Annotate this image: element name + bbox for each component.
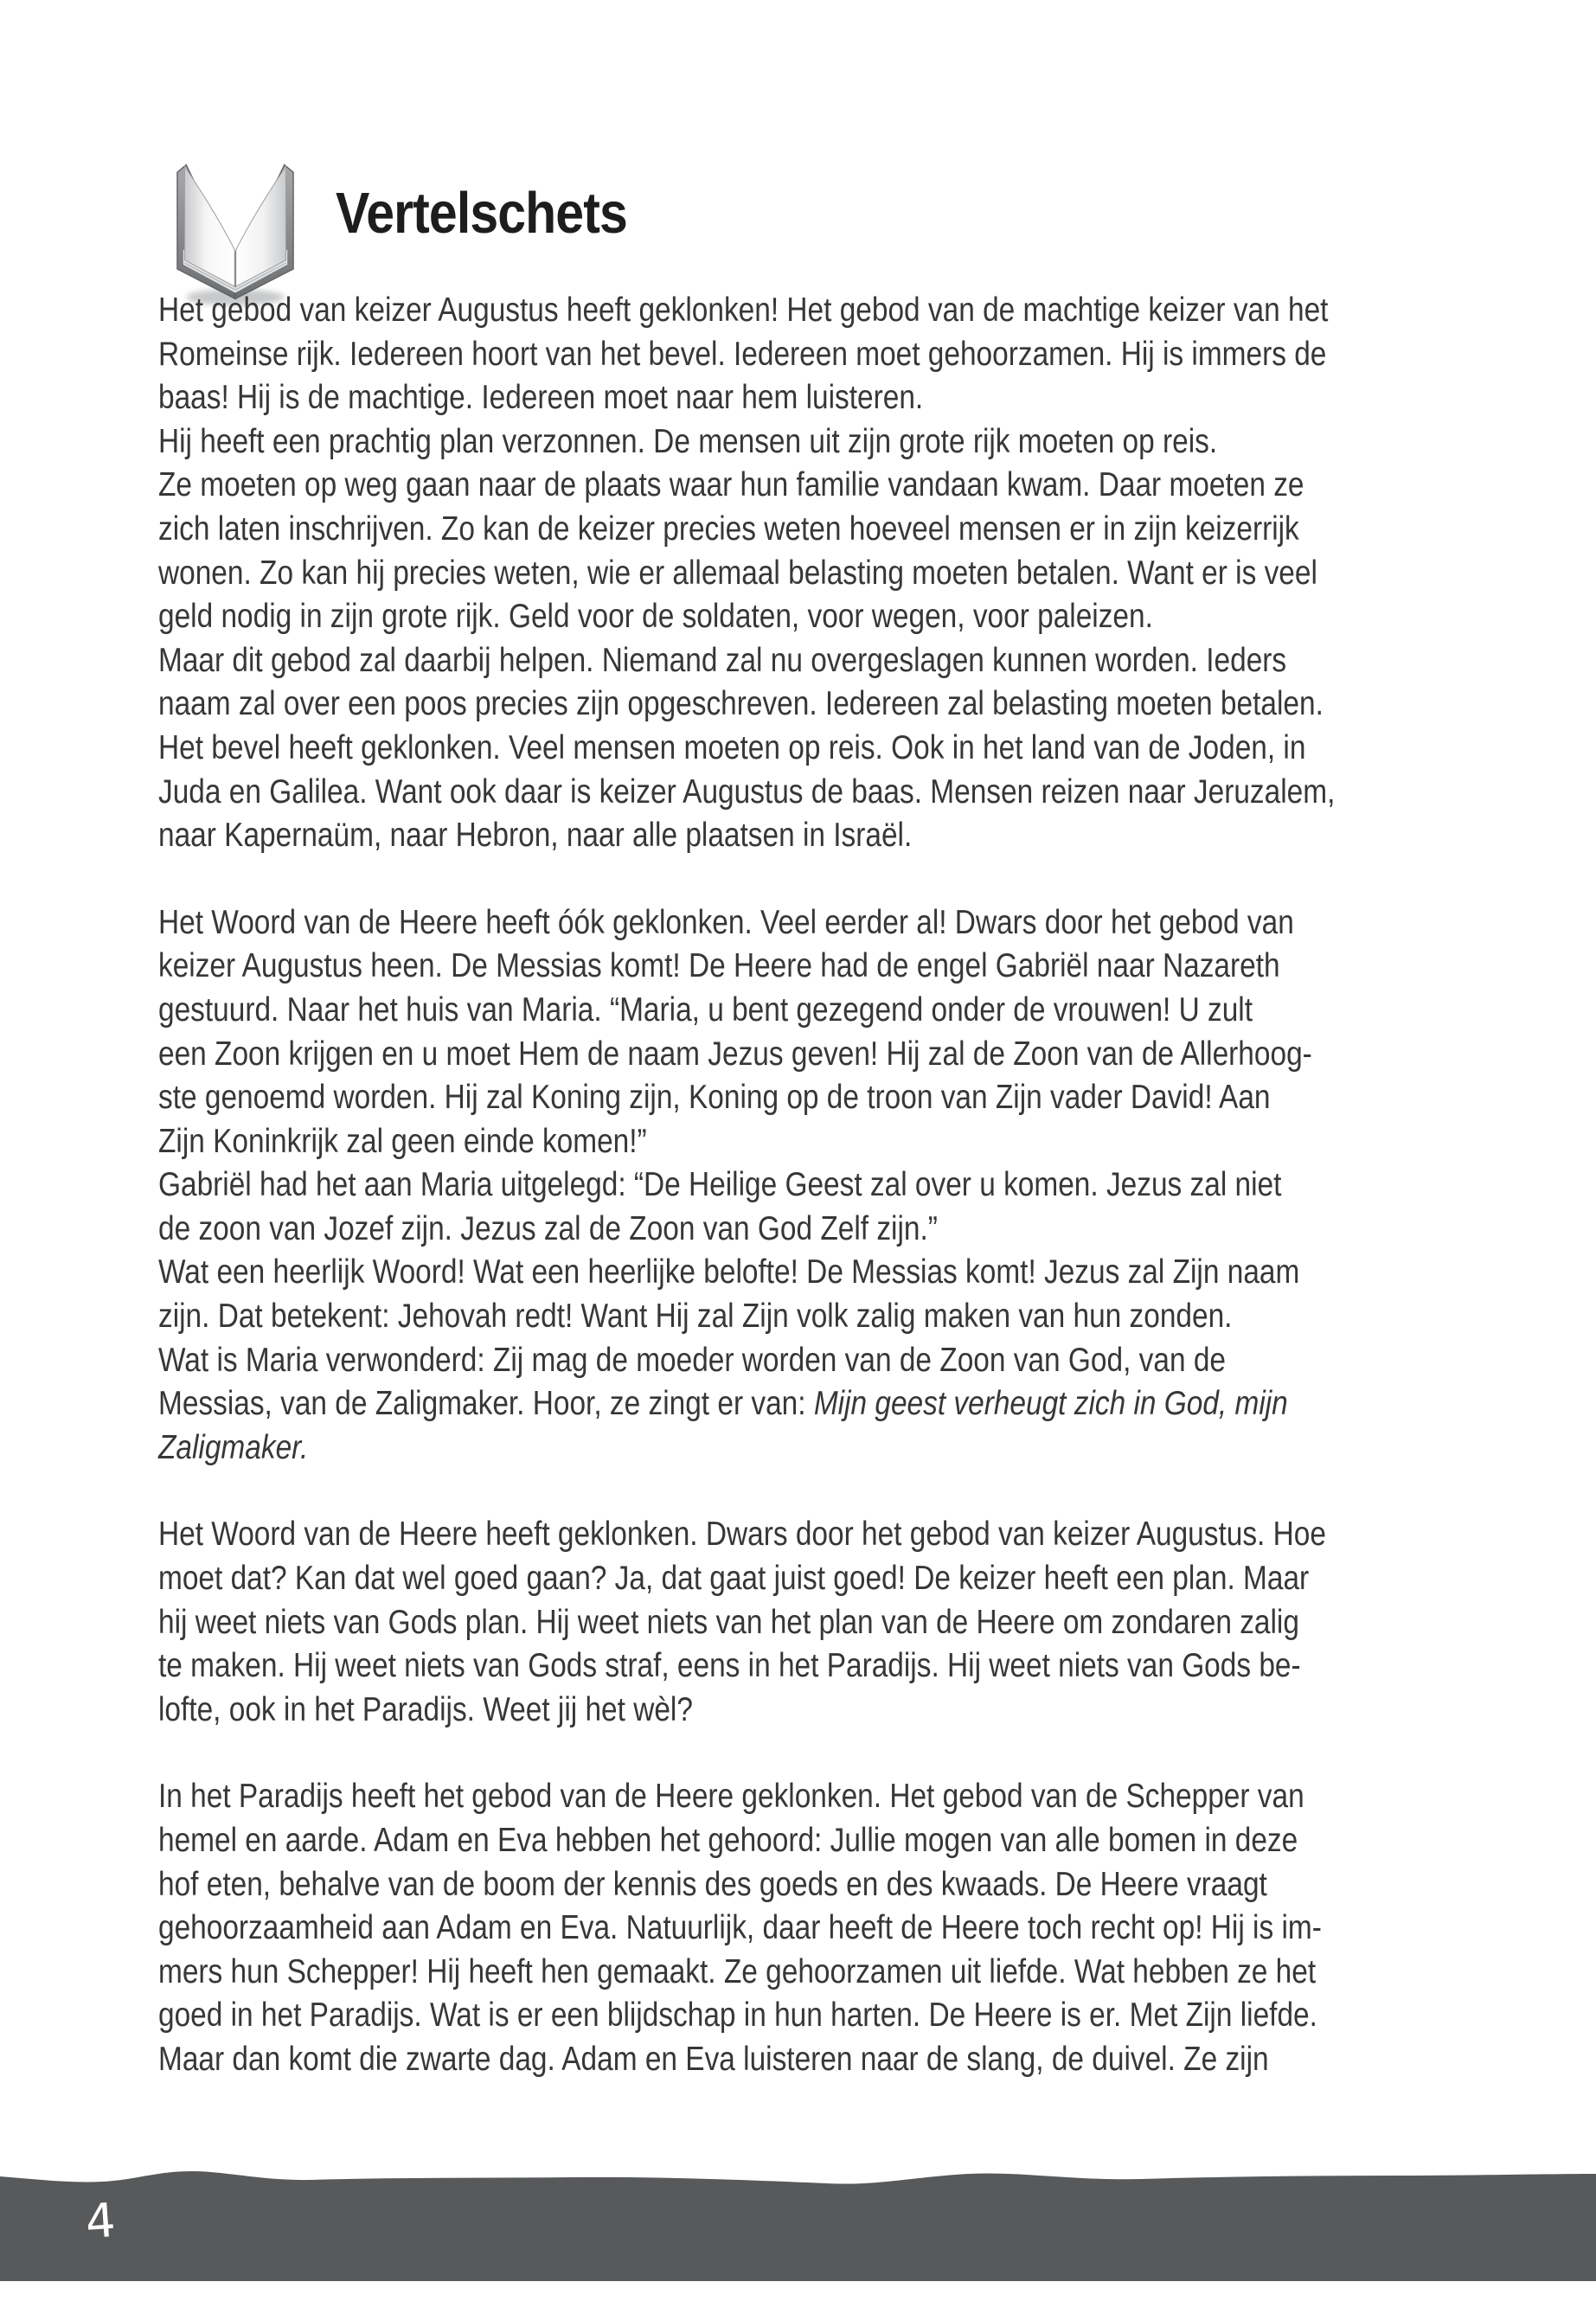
text-line [158, 464, 1444, 508]
footer-wave-shape [0, 2171, 1596, 2281]
paragraph [158, 1775, 1444, 2081]
body-text [158, 289, 1444, 2082]
text-line [158, 1689, 1444, 1733]
text-line [158, 683, 1444, 727]
text-segment: hof eten, behalve van de boom der kennis des goeds en des kwaads. De Heere vraagt [158, 1865, 1267, 1903]
text-segment: keizer Augustus heen. De Messias komt! De Heere had de engel Gabriël naar Nazareth [158, 947, 1280, 985]
text-segment: Romeinse rijk. Iedereen hoort van het bevel. Iedereen moet gehoorzamen. Hij is immers de [158, 335, 1327, 373]
text-segment: een Zoon krijgen en u moet Hem de naam Jezus geven! Hij zal de Zoon van de Allerhoog- [158, 1035, 1312, 1073]
text-line [158, 901, 1444, 945]
text-line [158, 771, 1444, 815]
text-line [158, 1076, 1444, 1120]
text-segment: lofte, ook in het Paradijs. Weet jij het wèl? [158, 1690, 693, 1728]
text-line [158, 1601, 1444, 1645]
text-line [158, 1120, 1444, 1164]
text-segment: Maar dan komt die zwarte dag. Adam en Eva luisteren naar de slang, de duivel. Ze zijn [158, 2040, 1269, 2078]
text-segment: Het Woord van de Heere heeft geklonken. Dwars door het gebod van keizer Augustus. Hoe [158, 1516, 1326, 1554]
text-line [158, 595, 1444, 639]
text-segment: naar Kapernaüm, naar Hebron, naar alle plaatsen in Israël. [158, 817, 913, 855]
open-book-icon [161, 156, 310, 308]
page-number: 4 [83, 2192, 118, 2250]
text-line [158, 814, 1444, 858]
text-line [158, 1513, 1444, 1557]
text-segment: Gabriël had het aan Maria uitgelegd: “De Heilige Geest zal over u komen. Jezus zal niet [158, 1166, 1282, 1204]
text-segment: Maar dit gebod zal daarbij helpen. Niemand zal nu overgeslagen kunnen worden. Ieders [158, 641, 1287, 679]
text-line [158, 1951, 1444, 1995]
text-line [158, 420, 1444, 465]
text-line [158, 1775, 1444, 1819]
text-line [158, 945, 1444, 989]
text-line [158, 2038, 1444, 2082]
text-segment: Juda en Galilea. Want ook daar is keizer Augustus de baas. Mensen reizen naar Jeruzalem, [158, 772, 1336, 811]
text-line [158, 1163, 1444, 1208]
text-line [158, 333, 1444, 377]
text-line [158, 508, 1444, 552]
text-line [158, 1907, 1444, 1951]
text-line [158, 1557, 1444, 1601]
text-line [158, 989, 1444, 1033]
text-segment: Wat is Maria verwonderd: Zij mag de moeder worden van de Zoon van God, van de [158, 1341, 1226, 1379]
text-segment: Ze moeten op weg gaan naar de plaats waar hun familie vandaan kwam. Daar moeten ze [158, 466, 1304, 504]
page-title: Vertelschets [336, 181, 627, 246]
text-line [158, 289, 1444, 333]
text-line [158, 727, 1444, 771]
text-line [158, 1644, 1444, 1689]
footer-band [0, 2163, 1596, 2301]
text-segment: hemel en aarde. Adam en Eva hebben het gehoord: Jullie mogen van alle bomen in deze [158, 1822, 1298, 1859]
text-line [158, 1863, 1444, 1907]
paragraph [158, 1513, 1444, 1732]
text-segment: naam zal over een poos precies zijn opgeschreven. Iedereen zal belasting moeten betalen. [158, 685, 1324, 723]
text-segment: Het bevel heeft geklonken. Veel mensen moeten op reis. Ook in het land van de Joden, in [158, 728, 1306, 766]
text-segment: gestuurd. Naar het huis van Maria. “Maria, u bent gezegend onder de vrouwen! U zult [158, 990, 1253, 1029]
text-segment: Hij heeft een prachtig plan verzonnen. De mensen uit zijn grote rijk moeten op reis. [158, 422, 1218, 460]
text-line [158, 1426, 1444, 1471]
paragraph [158, 289, 1444, 858]
text-segment: Zijn Koninkrijk zal geen einde komen!” [158, 1122, 647, 1160]
text-line [158, 1208, 1444, 1252]
text-line [158, 1382, 1444, 1426]
text-segment: te maken. Hij weet niets van Gods straf, eens in het Paradijs. Hij weet niets van Gods be- [158, 1647, 1301, 1685]
text-line [158, 1819, 1444, 1863]
text-segment-italic: Mijn geest verheugt zich in God, mijn [813, 1385, 1288, 1423]
text-segment: wonen. Zo kan hij precies weten, wie er allemaal belasting moeten betalen. Want er is veel [158, 554, 1317, 592]
text-segment: zijn. Dat betekent: Jehovah redt! Want Hij zal Zijn volk zalig maken van hun zonden. [158, 1298, 1233, 1336]
paragraph [158, 901, 1444, 1471]
text-segment: mers hun Schepper! Hij heeft hen gemaakt. Ze gehoorzamen uit liefde. Wat hebben ze het [158, 1952, 1317, 1990]
text-segment: baas! Hij is de machtige. Iedereen moet naar hem luisteren. [158, 379, 924, 417]
text-line [158, 552, 1444, 596]
text-segment-italic: Zaligmaker. [158, 1428, 309, 1466]
text-segment: Wat een heerlijk Woord! Wat een heerlijke belofte! De Messias komt! Jezus zal Zijn naam [158, 1253, 1300, 1292]
text-line [158, 1295, 1444, 1339]
text-line [158, 1994, 1444, 2038]
text-segment: moet dat? Kan dat wel goed gaan? Ja, dat gaat juist goed! De keizer heeft een plan. Maar [158, 1560, 1310, 1598]
text-segment: Het gebod van keizer Augustus heeft geklonken! Het gebod van de machtige keizer van het [158, 292, 1329, 329]
text-segment: goed in het Paradijs. Wat is er een blijdschap in hun harten. De Heere is er. Met Zijn liefde. [158, 1997, 1317, 2035]
text-line [158, 1033, 1444, 1077]
text-line [158, 1339, 1444, 1383]
text-line [158, 376, 1444, 420]
text-line [158, 1251, 1444, 1295]
text-segment: gehoorzaamheid aan Adam en Eva. Natuurlijk, daar heeft de Heere toch recht op! Hij is im- [158, 1909, 1322, 1947]
text-segment: ste genoemd worden. Hij zal Koning zijn, Koning op de troon van Zijn vader David! Aan [158, 1079, 1271, 1117]
text-segment: Messias, van de Zaligmaker. Hoor, ze zingt er van: [158, 1385, 814, 1423]
text-segment: Het Woord van de Heere heeft óók geklonken. Veel eerder al! Dwars door het gebod van [158, 903, 1294, 941]
text-segment: In het Paradijs heeft het gebod van de Heere geklonken. Het gebod van de Schepper van [158, 1778, 1304, 1816]
text-line [158, 639, 1444, 683]
text-segment: geld nodig in zijn grote rijk. Geld voor de soldaten, voor wegen, voor paleizen. [158, 598, 1153, 636]
text-segment: hij weet niets van Gods plan. Hij weet niets van het plan van de Heere om zondaren zalig [158, 1603, 1299, 1641]
text-segment: zich laten inschrijven. Zo kan de keizer precies weten hoeveel mensen er in zijn keizerrijk [158, 510, 1299, 548]
text-segment: de zoon van Jozef zijn. Jezus zal de Zoon van God Zelf zijn.” [158, 1209, 938, 1247]
